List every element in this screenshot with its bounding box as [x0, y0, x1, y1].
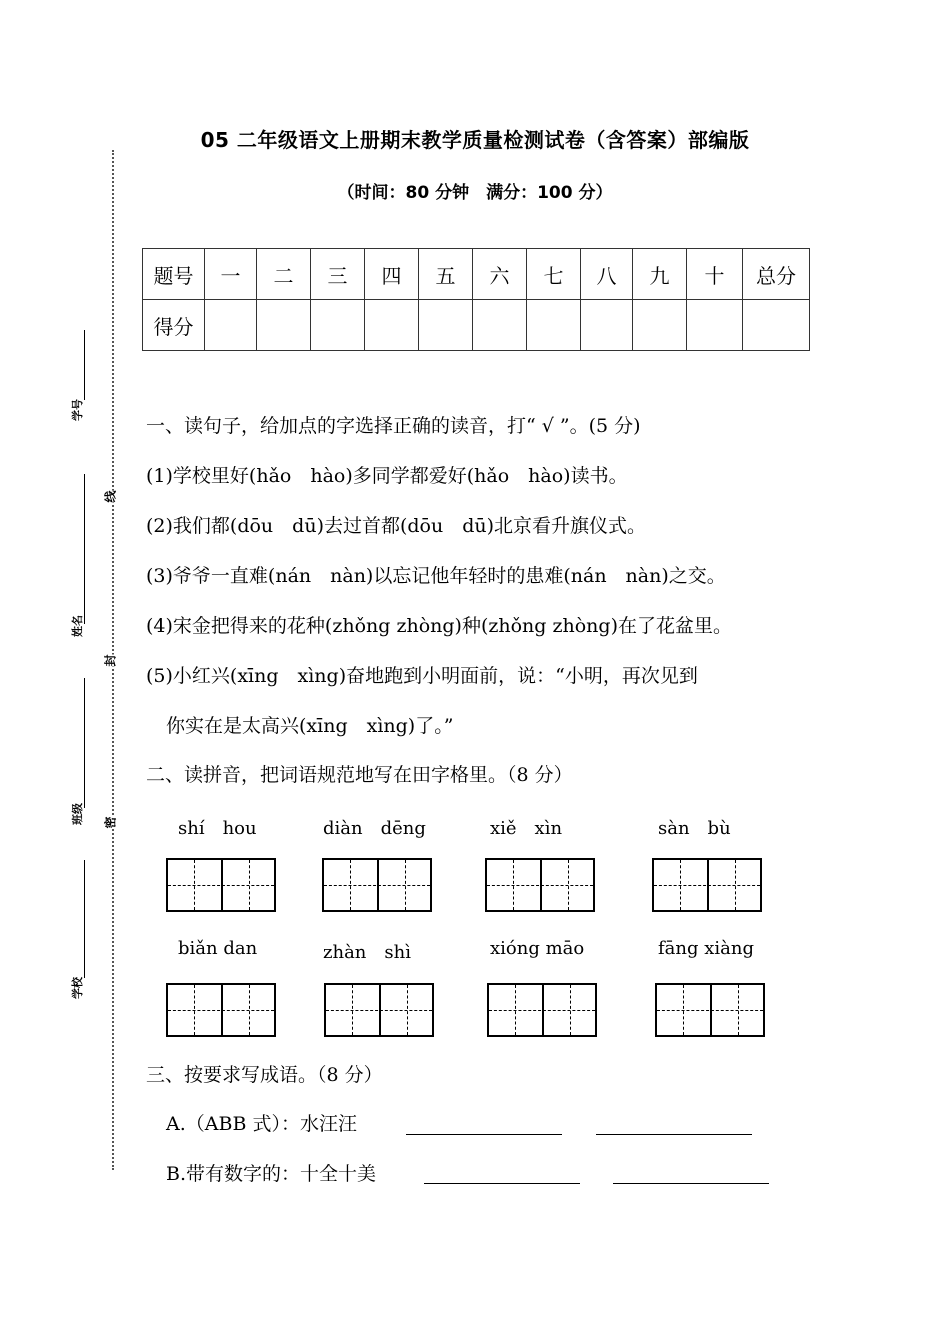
- pinyin-label: xióng māo: [490, 938, 585, 959]
- pinyin-label: diàn dēng: [323, 818, 426, 839]
- tianzige-box[interactable]: [166, 983, 276, 1037]
- answer-blank[interactable]: [424, 1183, 580, 1184]
- score-cell[interactable]: [687, 300, 743, 351]
- section1-item-1: (1)学校里好(hǎo hào)多同学都爱好(hǎo hào)读书。: [146, 465, 628, 487]
- class-line[interactable]: [84, 678, 85, 808]
- pinyin-label: biǎn dan: [178, 938, 258, 959]
- header-cell: 八: [581, 249, 633, 300]
- page-title: 05 二年级语文上册期末教学质量检测试卷（含答案）部编版: [200, 128, 750, 152]
- tianzige-box[interactable]: [487, 983, 597, 1037]
- answer-blank[interactable]: [613, 1183, 769, 1184]
- school-label: 学校: [71, 977, 84, 999]
- exam-info: （时间：80 分钟 满分：100 分）: [337, 183, 613, 203]
- score-cell[interactable]: [473, 300, 527, 351]
- section1-item-2: (2)我们都(dōu dū)去过首都(dōu dū)北京看升旗仪式。: [146, 515, 647, 537]
- seal-char-line: 线: [103, 490, 118, 503]
- tianzige-box[interactable]: [324, 983, 434, 1037]
- score-cell[interactable]: [311, 300, 365, 351]
- class-label: 班级: [71, 803, 84, 825]
- score-cell[interactable]: [205, 300, 257, 351]
- seal-char-secret: 密: [103, 816, 118, 829]
- header-cell: 十: [687, 249, 743, 300]
- pinyin-label: sàn bù: [658, 818, 731, 839]
- seal-char-seal: 封: [103, 654, 118, 667]
- section3-item-a: A.（ABB 式）：水汪汪: [166, 1113, 357, 1135]
- score-cell[interactable]: [257, 300, 311, 351]
- section1-item-4: (4)宋金把得来的花种(zhǒng zhòng)种(zhǒng zhòng)在了花盆里。: [146, 615, 732, 637]
- tianzige-box[interactable]: [655, 983, 765, 1037]
- score-cell[interactable]: [527, 300, 581, 351]
- section3-heading: 三、按要求写成语。（8 分）: [146, 1064, 383, 1086]
- school-line[interactable]: [84, 860, 85, 978]
- header-cell: 六: [473, 249, 527, 300]
- pinyin-label: shí hou: [178, 818, 257, 839]
- header-cell: 五: [419, 249, 473, 300]
- tianzige-box[interactable]: [652, 858, 762, 912]
- section1-item-3: (3)爷爷一直难(nán nàn)以忘记他年轻时的患难(nán nàn)之交。: [146, 565, 726, 587]
- header-cell: 三: [311, 249, 365, 300]
- name-line[interactable]: [84, 474, 85, 624]
- score-cell[interactable]: [633, 300, 687, 351]
- header-cell: 四: [365, 249, 419, 300]
- score-cell[interactable]: [581, 300, 633, 351]
- pinyin-label: xiě xìn: [490, 818, 563, 839]
- section1-item-5-cont: 你实在是太高兴(xīng xìng)了。”: [166, 715, 454, 737]
- score-cell[interactable]: [419, 300, 473, 351]
- score-row-label: 得分: [143, 300, 205, 351]
- score-cell[interactable]: [365, 300, 419, 351]
- section3-item-b: B.带有数字的：十全十美: [166, 1163, 377, 1185]
- section1-item-5: (5)小红兴(xīng xìng)奋地跑到小明面前，说：“小明，再次见到: [146, 665, 698, 687]
- tianzige-box[interactable]: [322, 858, 432, 912]
- score-table: [142, 248, 810, 351]
- answer-blank[interactable]: [596, 1134, 752, 1135]
- header-cell: 九: [633, 249, 687, 300]
- section2-heading: 二、读拼音，把词语规范地写在田字格里。（8 分）: [146, 764, 573, 786]
- header-cell: 二: [257, 249, 311, 300]
- section1-heading: 一、读句子，给加点的字选择正确的读音，打“ √ ”。(5 分): [146, 415, 641, 437]
- student-id-label: 学号: [71, 399, 84, 421]
- pinyin-label: zhàn shì: [323, 942, 411, 963]
- name-label: 姓名: [71, 615, 84, 637]
- header-cell: 总分: [743, 249, 810, 300]
- answer-blank[interactable]: [406, 1134, 562, 1135]
- tianzige-box[interactable]: [166, 858, 276, 912]
- tianzige-box[interactable]: [485, 858, 595, 912]
- score-header-row: [143, 249, 810, 300]
- header-cell: 题号: [143, 249, 205, 300]
- score-cell[interactable]: [743, 300, 810, 351]
- header-cell: 一: [205, 249, 257, 300]
- student-id-line[interactable]: [84, 330, 85, 400]
- score-value-row: [143, 300, 810, 351]
- pinyin-label: fāng xiàng: [658, 938, 754, 959]
- header-cell: 七: [527, 249, 581, 300]
